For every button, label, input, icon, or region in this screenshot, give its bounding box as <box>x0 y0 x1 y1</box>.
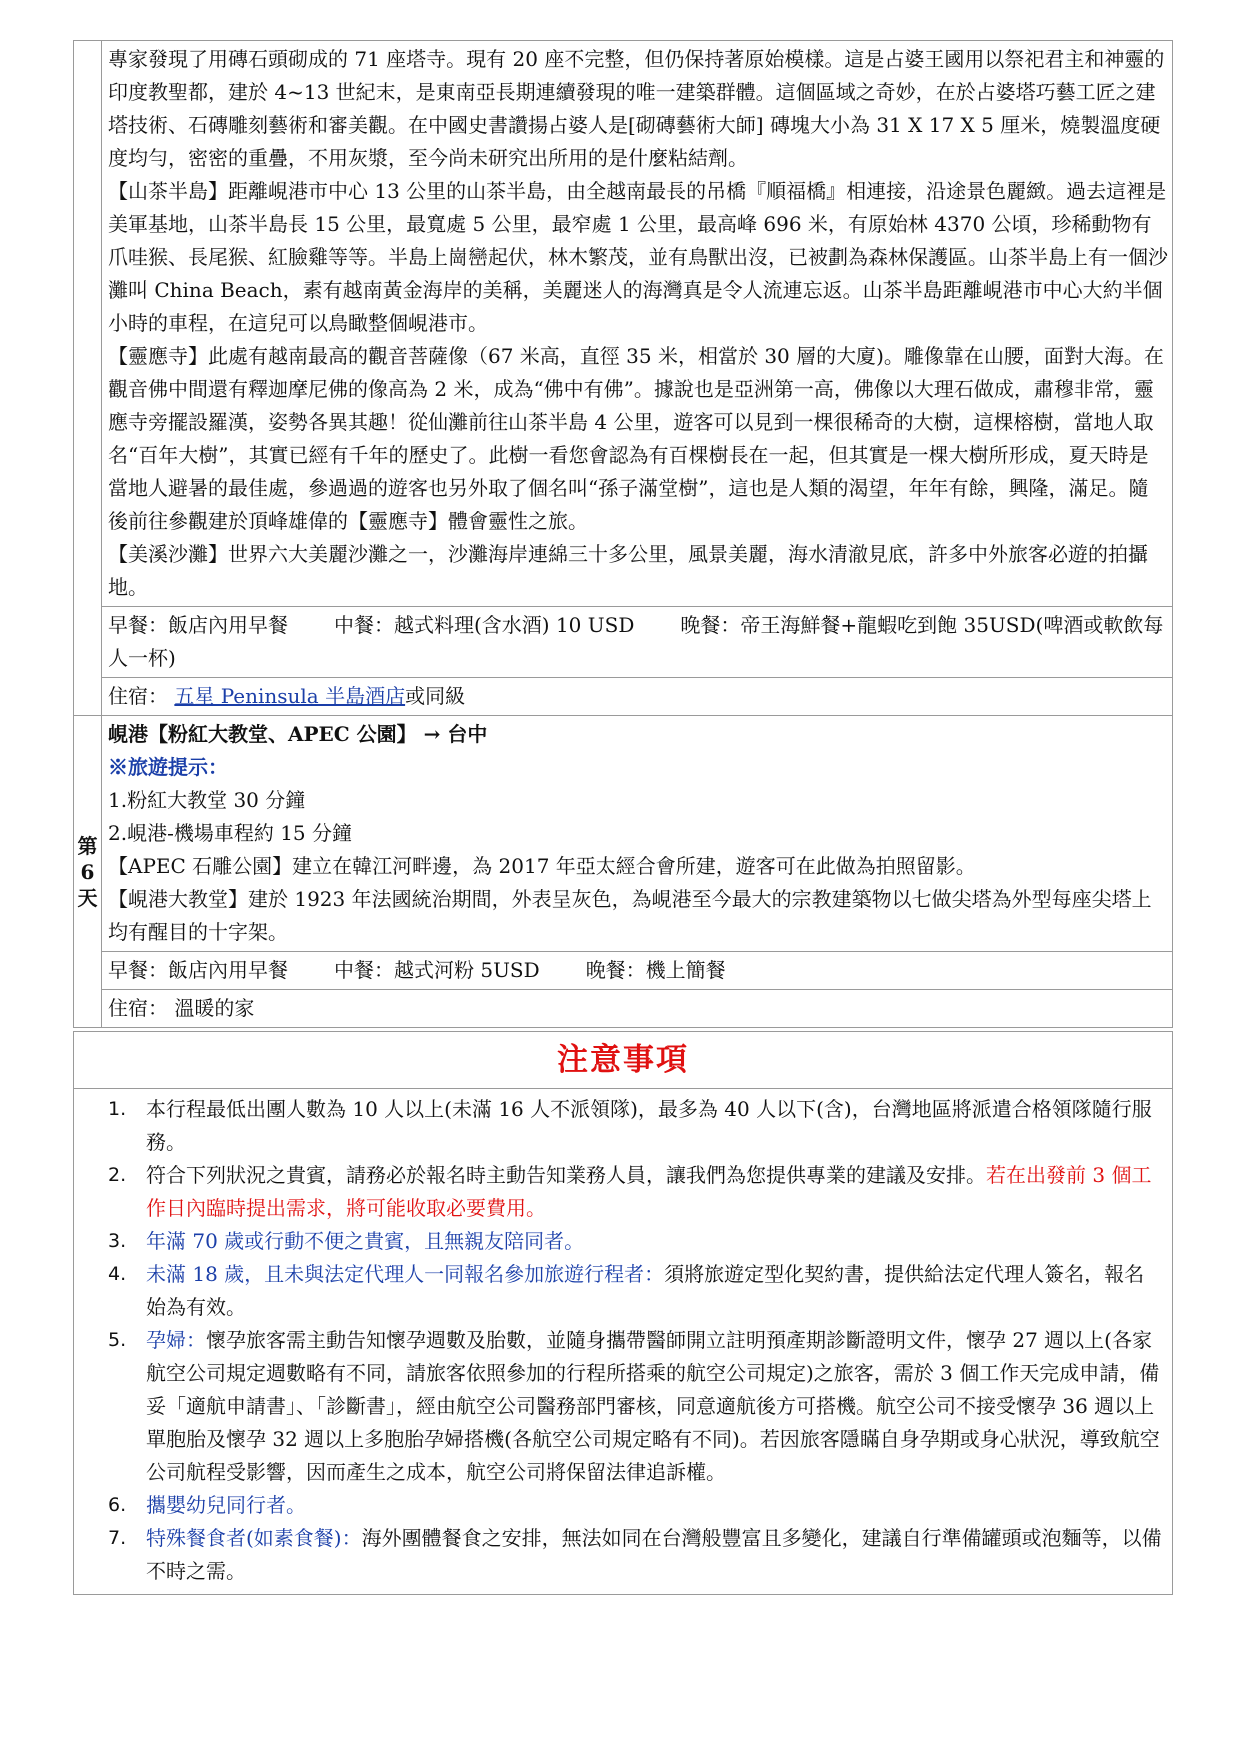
notice-item-number: 7. <box>108 1527 127 1549</box>
day5-hotel-row <box>74 678 1173 716</box>
my-khe-paragraph: 【美溪沙灘】世界六大美麗沙灘之一，沙灘海岸連綿三十多公里，風景美麗，海水清澈見底，許多中外旅客必遊的拍攝地。 <box>108 542 1148 599</box>
notice-item-number: 2. <box>108 1164 127 1186</box>
notice-item-highlight: 年滿 70 歲或行動不便之貴賓，且無親友陪同者。 <box>146 1229 585 1253</box>
itinerary-table <box>73 40 1173 1028</box>
notice-item-warning: 若在出發前 3 個工作日內臨時提出需求，將可能收取必要費用。 <box>146 1163 1152 1220</box>
day5-description-row <box>74 41 1173 607</box>
itinerary-page <box>73 40 1173 1595</box>
day6-meals-row <box>74 952 1173 990</box>
day5-meals-row <box>74 607 1173 678</box>
day5-dinner: 晚餐：帝王海鮮餐+龍蝦吃到飽 35USD(啤酒或軟飲每人一杯) <box>108 613 1164 670</box>
day5-hotel-label: 住宿： <box>108 684 168 708</box>
notice-item-number: 3. <box>108 1230 127 1252</box>
day6-lunch: 中餐：越式河粉 5USD <box>334 958 540 982</box>
notice-item-text: 符合下列狀況之貴賓，請務必於報名時主動告知業務人員，讓我們為您提供專業的建議及安排。 <box>146 1163 986 1187</box>
day6-breakfast: 早餐：飯店內用早餐 <box>108 958 288 982</box>
day6-tip-1: 1.粉紅大教堂 30 分鐘 <box>108 788 306 812</box>
day6-day-cell <box>74 716 102 1028</box>
notice-list <box>74 1089 1172 1594</box>
day6-title: 峴港【粉紅大教堂、APEC 公園】 → 台中 <box>108 722 488 746</box>
day6-hotel-value: 溫暖的家 <box>174 996 255 1020</box>
danang-cathedral-paragraph: 【峴港大教堂】建於 1923 年法國統治期間，外表呈灰色，為峴港至今最大的宗教建築物以七做尖塔為外型每座尖塔上均有醒目的十字架。 <box>108 887 1152 944</box>
notice-item-highlight: 攜嬰幼兒同行者。 <box>146 1493 306 1517</box>
day6-tip-2: 2.峴港-機場車程約 15 分鐘 <box>108 821 353 845</box>
day5-description <box>102 41 1173 607</box>
day6-dinner: 晚餐：機上簡餐 <box>585 958 726 982</box>
notice-item-number: 5. <box>108 1329 127 1351</box>
my-son-paragraph: 專家發現了用磚石頭砌成的 71 座塔寺。現有 20 座不完整，但仍保持著原始模樣。這是占婆王國用以祭祀君主和神靈的印度教聖都，建於 4~13 世紀末，是東南亞長期連續發現的唯一建築群體。這個區域之奇妙，在於占婆塔巧藝工匠之建塔技術、石磚雕刻藝術和審美觀。在中國史書讚揚占婆人是[砌磚藝術大師] 磚塊大小為 31 X 17 X 5 厘米，燒製溫度硬度均勻，密密的重疊，不用灰漿，至今尚未研究出所用的是什麼粘結劑。 <box>108 47 1165 170</box>
notice-item-number: 6. <box>108 1494 127 1516</box>
notice-item-text: 懷孕旅客需主動告知懷孕週數及胎數，並隨身攜帶醫師開立註明預產期診斷證明文件，懷孕 27 週以上(各家航空公司規定週數略有不同，請旅客依照參加的行程所搭乘的航空公司規定)之旅客，需於 3 個工作天完成申請，備妥「適航申請書」、「診斷書」，經由航空公司醫務部門審核，同意適航後方可搭機。航空公司不接受懷孕 36 週以上單胞胎及懷孕 32 週以上多胞胎孕婦搭機(各航空公司規定略有不同)。若因旅客隱瞞自身孕期或身心狀況，導致航空公司航程受影響，因而產生之成本，航空公司將保留法律追訴權。 <box>146 1328 1160 1484</box>
day6-hotel-label: 住宿： <box>108 996 168 1020</box>
notice-item-text: 須將旅遊定型化契約書，提供給法定代理人簽名，報名始為有效。 <box>146 1262 1145 1319</box>
day6-description-row <box>74 716 1173 952</box>
peninsula-hotel-link[interactable]: 五星 Peninsula 半島酒店 <box>174 684 406 708</box>
day5-meals <box>102 607 1173 678</box>
notice-item-highlight: 未滿 18 歲，且未與法定代理人一同報名參加旅遊行程者： <box>146 1262 665 1286</box>
day6-description <box>102 716 1173 952</box>
notice-section <box>73 1031 1173 1595</box>
day6-label-number: 6 <box>80 859 95 884</box>
notice-item-4 <box>108 1258 1164 1324</box>
day6-tips-heading: ※旅遊提示： <box>108 755 228 779</box>
day5-breakfast: 早餐：飯店內用早餐 <box>108 613 288 637</box>
day6-label-di: 第 <box>77 833 98 858</box>
day6-hotel <box>102 990 1173 1028</box>
day6-meals <box>102 952 1173 990</box>
day6-hotel-row <box>74 990 1173 1028</box>
son-tra-paragraph: 【山茶半島】距離峴港市中心 13 公里的山茶半島，由全越南最長的吊橋『順福橋』相連接，沿途景色麗緻。過去這裡是美軍基地，山茶半島長 15 公里，最寬處 5 公里，最窄處 1 公里，最高峰 696 米，有原始林 4370 公頃，珍稀動物有爪哇猴、長尾猴、紅臉雞等等。半島上崗巒起伏，林木繁茂，並有鳥獸出沒，已被劃為森林保護區。山茶半島上有一個沙灘叫 China Beach，素有越南黃金海岸的美稱，美麗迷人的海灣真是令人流連忘返。山茶半島距離峴港市中心大約半個小時的車程，在這兒可以鳥瞰整個峴港市。 <box>108 179 1168 335</box>
apec-park-paragraph: 【APEC 石雕公園】建立在韓江河畔邊，為 2017 年亞太經合會所建，遊客可在此做為拍照留影。 <box>108 854 976 878</box>
notice-title: 注意事項 <box>74 1032 1172 1089</box>
day5-hotel <box>102 678 1173 716</box>
notice-item-5 <box>108 1324 1164 1489</box>
notice-item-1 <box>108 1093 1164 1159</box>
notice-item-3 <box>108 1225 1164 1258</box>
notice-item-6 <box>108 1489 1164 1522</box>
notice-item-highlight: 孕婦： <box>146 1328 206 1352</box>
notice-item-7 <box>108 1522 1164 1588</box>
notice-item-text: 海外團體餐食之安排，無法如同在台灣般豐富且多變化，建議自行準備罐頭或泡麵等，以備不時之需。 <box>146 1526 1162 1583</box>
day5-day-cell <box>74 41 102 716</box>
notice-item-number: 1. <box>108 1098 127 1120</box>
day5-lunch: 中餐：越式料理(含水酒) 10 USD <box>334 613 635 637</box>
day6-label-tian: 天 <box>77 885 98 910</box>
notice-item-2 <box>108 1159 1164 1225</box>
day5-hotel-suffix: 或同級 <box>405 684 466 708</box>
notice-item-highlight: 特殊餐食者(如素食餐)： <box>146 1526 362 1550</box>
notice-item-text: 本行程最低出團人數為 10 人以上(未滿 16 人不派領隊)，最多為 40 人以下(含)，台灣地區將派遣合格領隊隨行服務。 <box>146 1097 1152 1154</box>
linh-ung-paragraph: 【靈應寺】此處有越南最高的觀音菩薩像（67 米高，直徑 35 米，相當於 30 層的大廈)。雕像靠在山腰，面對大海。在觀音佛中間還有釋迦摩尼佛的像高為 2 米，成為“佛中有佛”。據說也是亞洲第一高，佛像以大理石做成，肅穆非常，靈應寺旁擺設羅漢，姿勢各異其趣！從仙灘前往山茶半島 4 公里，遊客可以見到一棵很稀奇的大樹，這棵榕樹，當地人取名“百年大樹”，其實已經有千年的歷史了。此樹一看您會認為有百棵樹長在一起，但其實是一棵大樹所形成，夏天時是當地人避暑的最佳處，參過過的遊客也另外取了個名叫“孫子滿堂樹”，這也是人類的渴望，年年有餘，興隆，滿足。隨後前往參觀建於頂峰雄偉的【靈應寺】體會靈性之旅。 <box>108 344 1164 533</box>
notice-item-number: 4. <box>108 1263 127 1285</box>
